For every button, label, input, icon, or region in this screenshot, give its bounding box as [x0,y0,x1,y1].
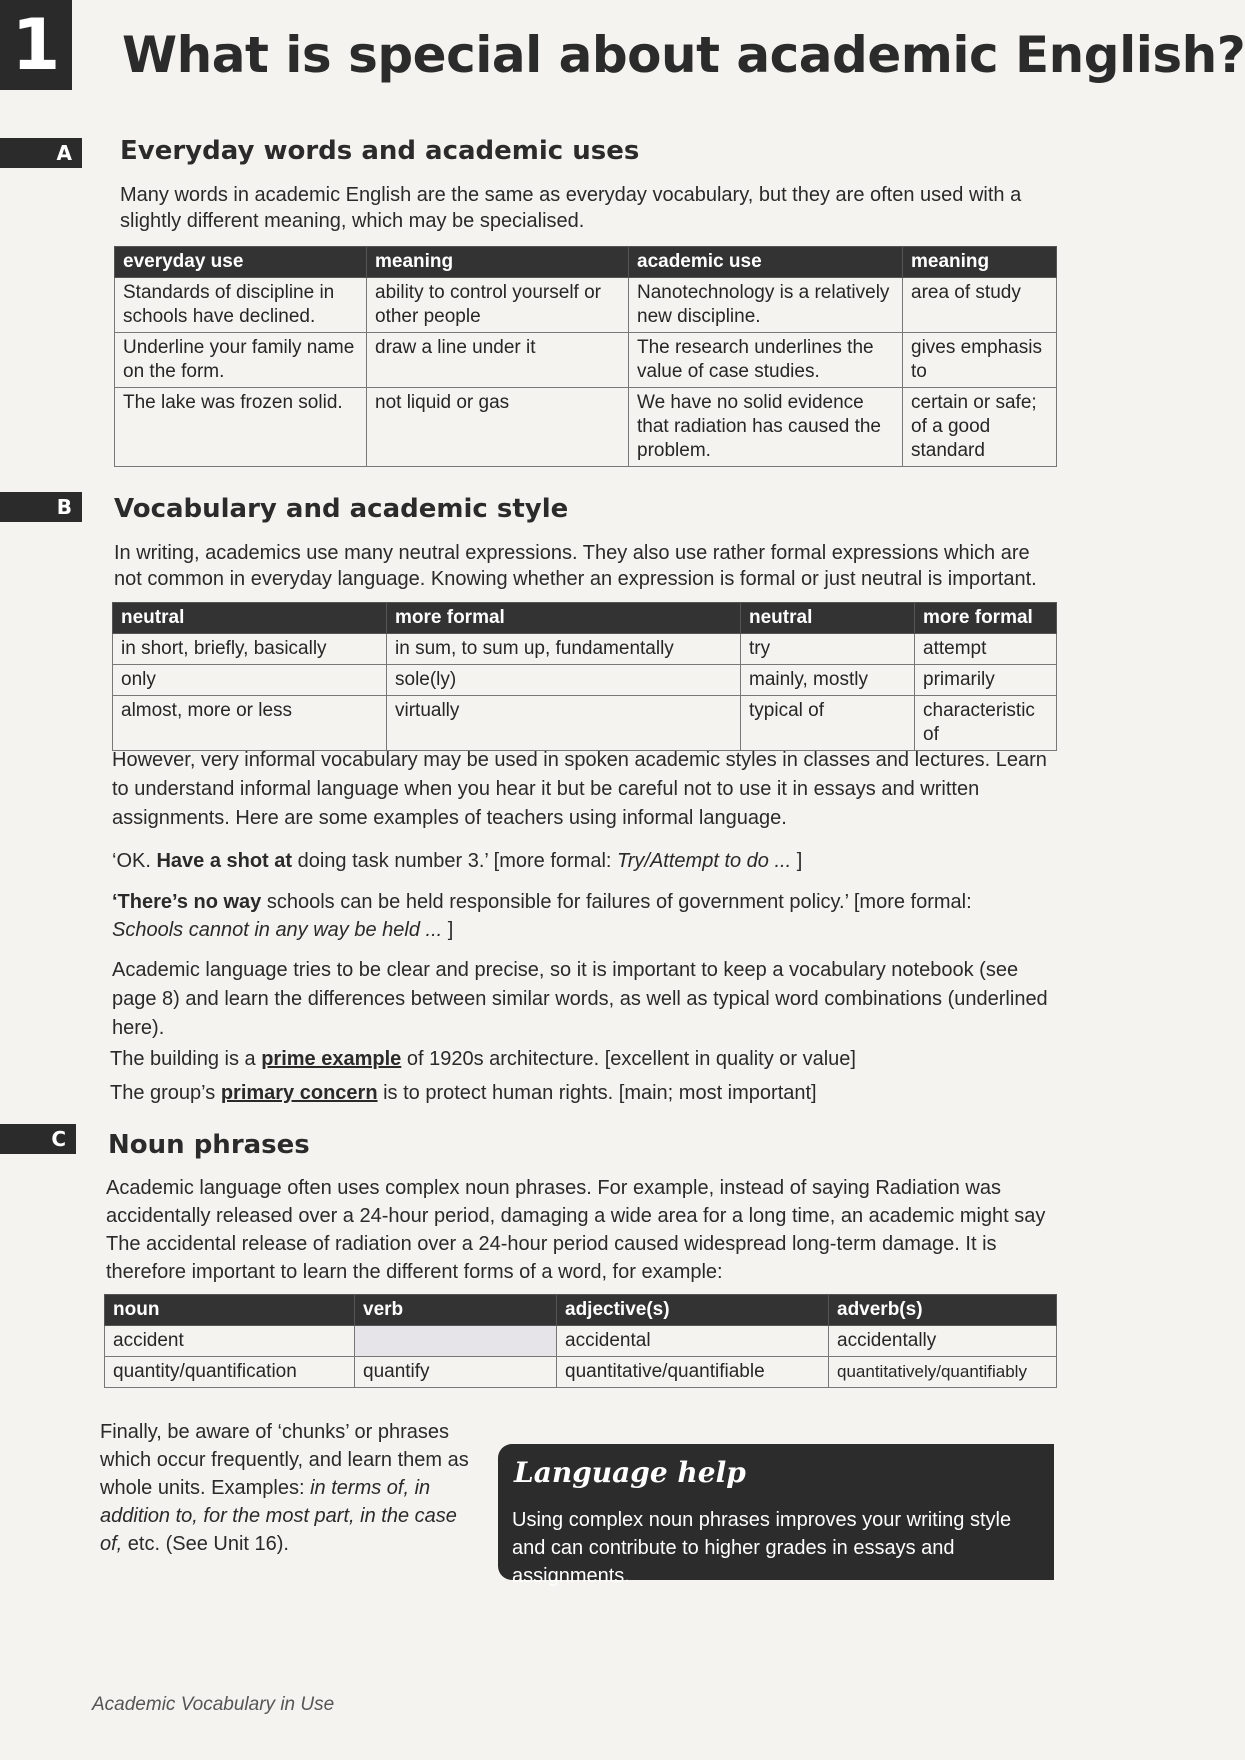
cell: only [113,665,387,696]
section-a-title: Everyday words and academic uses [120,136,640,166]
section-c-final [100,1418,480,1558]
cell: mainly, mostly [741,665,915,696]
cell: sole(ly) [387,665,741,696]
example-text: The building is a [110,1048,262,1070]
col-header: adjective(s) [557,1295,829,1326]
cell: characteristic of [915,696,1057,751]
table-header-row [115,247,1057,278]
cell: primarily [915,665,1057,696]
cell: accident [105,1326,355,1357]
section-b-para-precise: Academic language tries to be clear and precise, so it is important to keep a vocabulary notebook (see page 8) and learn the differences between similar words, as well as typical word combinations (underlined here). [112,959,1048,1039]
example-text: ‘OK. [112,850,157,872]
col-header: more formal [387,603,741,634]
cell: quantitatively/quantifiably [829,1357,1057,1388]
cell-academic: We have no solid evidence that radiation has caused the problem. [629,388,903,467]
table-word-forms [104,1294,1057,1388]
cell: typical of [741,696,915,751]
section-b-para-informal: However, very informal vocabulary may be used in spoken academic styles in classes and lectures. Learn to understand informal language when you hear it but be careful not to use it in essays and written assignments. Here are some examples of teachers using informal language. [112,749,1047,829]
cell: quantity/quantification [105,1357,355,1388]
cell-everyday: Standards of discipline in schools have declined. [115,278,367,333]
cell: accidentally [829,1326,1057,1357]
table-row [115,278,1057,333]
unit-number: 1 [0,0,72,90]
table-row [115,388,1057,467]
example-primary [110,1080,817,1107]
cell: try [741,634,915,665]
example-text: of 1920s architecture. [excellent in quality or value] [401,1048,856,1070]
example-prime [110,1046,856,1073]
unit-title: What is special about academic English? [122,26,1245,84]
table-row [113,634,1057,665]
example-text: ] [791,850,803,872]
final-italic: in terms of, in addition to, for the most part, in the case of, [100,1477,457,1555]
example-text: is to protect human rights. [main; most important] [377,1082,817,1104]
col-header: academic use [629,247,903,278]
book-footer: Academic Vocabulary in Use [92,1694,335,1715]
example-italic: Try/Attempt to do ... [617,850,792,872]
example-bold: ‘There’s no way [112,891,262,913]
table-row [113,665,1057,696]
col-header: adverb(s) [829,1295,1057,1326]
cell: in short, briefly, basically [113,634,387,665]
cell-academic: The research underlines the value of case studies. [629,333,903,388]
language-help-title: Language help [514,1456,746,1489]
section-c-badge: C [0,1124,76,1154]
cell: quantify [355,1357,557,1388]
collocation-underlined: primary concern [220,1082,378,1104]
section-a-intro: Many words in academic English are the same as everyday vocabulary, but they are often used with a slightly different meaning, which may be specialised. [120,184,1022,232]
col-header: everyday use [115,247,367,278]
final-text: Finally, be aware of ‘chunks’ or phrases which occur frequently, and learn them as whole units. Examples: [100,1421,469,1499]
table-row [105,1357,1057,1388]
table-row [105,1326,1057,1357]
col-header: meaning [367,247,629,278]
language-help-box [498,1444,1054,1587]
example-have-a-shot [112,848,802,875]
cell-everyday: The lake was frozen solid. [115,388,367,467]
cell: virtually [387,696,741,751]
example-text: schools can be held responsible for failures of government policy.’ [more formal: [261,891,972,913]
col-header: verb [355,1295,557,1326]
col-header: noun [105,1295,355,1326]
cell-meaning: area of study [903,278,1057,333]
cell-everyday: Underline your family name on the form. [115,333,367,388]
cell: quantitative/quantifiable [557,1357,829,1388]
cell-meaning: not liquid or gas [367,388,629,467]
cell-meaning: draw a line under it [367,333,629,388]
section-c-title: Noun phrases [108,1130,310,1160]
section-b-intro: In writing, academics use many neutral expressions. They also use rather formal expressions which are not common in everyday language. Knowing whether an expression is formal or just neutral is important. [114,542,1037,590]
section-b-badge: B [0,492,82,522]
table-header-row [105,1295,1057,1326]
table-row [115,333,1057,388]
table-header-row [113,603,1057,634]
cell: almost, more or less [113,696,387,751]
cell: accidental [557,1326,829,1357]
cell-meaning: certain or safe; of a good standard [903,388,1057,467]
language-help-text: Using complex noun phrases improves your writing style and can contribute to higher grades in essays and assignments. [512,1509,1012,1587]
cell: attempt [915,634,1057,665]
example-text: ] [442,919,454,941]
table-row [113,696,1057,751]
col-header: neutral [741,603,915,634]
table-neutral-formal [112,602,1057,751]
final-text: etc. (See Unit 16). [122,1533,289,1555]
cell: in sum, to sum up, fundamentally [387,634,741,665]
collocation-underlined: prime example [261,1048,402,1070]
example-bold: Have a shot at [156,850,293,872]
section-b-title: Vocabulary and academic style [114,494,569,524]
example-text: doing task number 3.’ [more formal: [292,850,618,872]
cell-academic: Nanotechnology is a relatively new discipline. [629,278,903,333]
section-a-badge: A [0,138,82,168]
cell-meaning: gives emphasis to [903,333,1057,388]
col-header: more formal [915,603,1057,634]
example-text: The group’s [110,1082,221,1104]
cell-empty [355,1326,557,1357]
table-everyday-academic [114,246,1057,467]
col-header: neutral [113,603,387,634]
example-italic: Schools cannot in any way be held ... [112,919,443,941]
col-header: meaning [903,247,1057,278]
example-no-way [112,888,1050,944]
cell-meaning: ability to control yourself or other people [367,278,629,333]
section-c-intro: Academic language often uses complex noun phrases. For example, instead of saying Radiation was accidentally released over a 24-hour period, damaging a wide area for a long time, an academic might say The accidental release of radiation over a 24-hour period caused widespread long-term damage. It is therefore important to learn the different forms of a word, for example: [106,1177,1046,1283]
